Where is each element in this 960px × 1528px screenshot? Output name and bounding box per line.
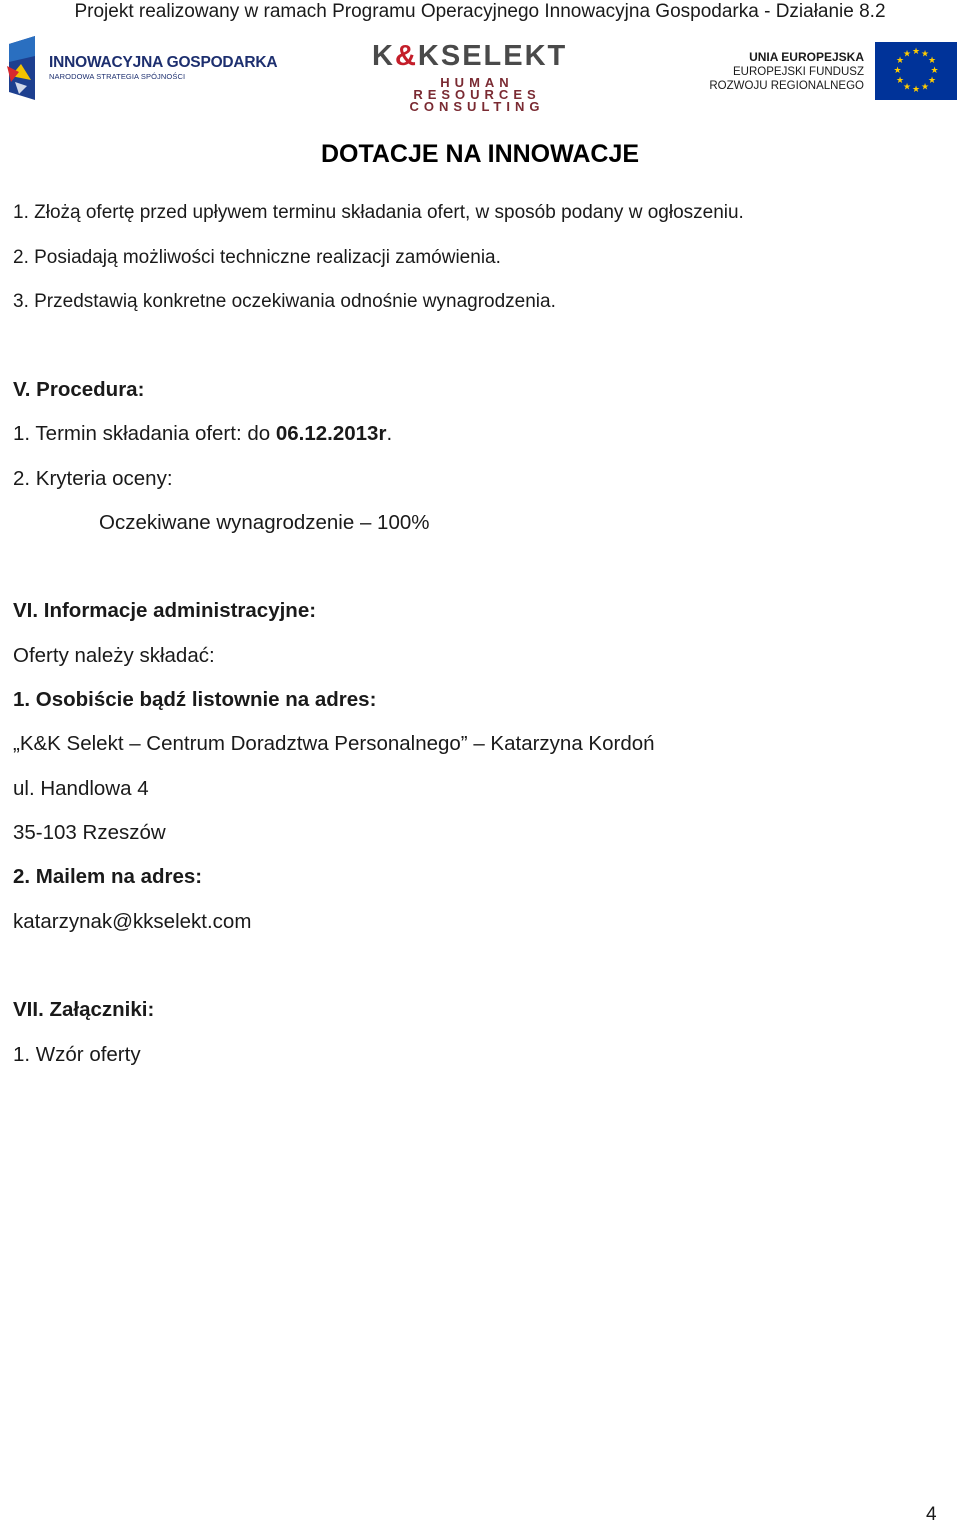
ig-emblem-icon: [5, 36, 45, 100]
logos-bar: [0, 30, 960, 130]
condition-item-3: 3. Przedstawią konkretne oczekiwania odnośnie wynagrodzenia.: [13, 291, 556, 312]
document-title: DOTACJE NA INNOWACJE: [320, 140, 640, 168]
svg-text:★: ★: [895, 76, 905, 86]
ig-title: INNOWACYJNA GOSPODARKA: [49, 54, 278, 71]
deadline-date: 06.12.2013r: [275, 422, 387, 445]
svg-text:★: ★: [920, 82, 930, 93]
section-5-heading: V. Procedura:: [13, 378, 145, 401]
svg-text:★: ★: [930, 66, 939, 76]
criteria-item: Oczekiwane wynagrodzenie – 100%: [99, 511, 430, 534]
svg-text:★: ★: [927, 56, 937, 66]
section-7-heading: VII. Załączniki:: [13, 998, 155, 1021]
svg-text:★: ★: [911, 47, 921, 57]
kk-wordmark: [372, 40, 582, 73]
kk-selekt-logo: [372, 40, 582, 120]
svg-text:★: ★: [902, 82, 912, 93]
kk-letter-1: K: [372, 40, 395, 72]
svg-text:★: ★: [893, 66, 902, 76]
email-address: katarzynak@kkselekt.com: [13, 910, 252, 933]
ig-subtitle: NARODOWA STRATEGIA SPÓJNOŚCI: [49, 72, 186, 81]
svg-text:★: ★: [920, 49, 930, 60]
svg-text:★: ★: [902, 49, 912, 60]
deadline-prefix: 1. Termin składania ofert: do: [13, 422, 276, 445]
page-number: 4: [926, 1504, 937, 1525]
offers-intro: Oferty należy składać:: [13, 644, 215, 667]
svg-text:★: ★: [895, 56, 905, 66]
kk-sub-human: HUMAN: [440, 75, 514, 90]
email-heading: 2. Mailem na adres:: [13, 865, 203, 888]
condition-item-1: 1. Złożą ofertę przed upływem terminu składania ofert, w sposób podany w ogłoszeniu.: [13, 202, 744, 223]
kk-letter-2: KSELEKT: [417, 40, 568, 72]
address-city: 35-103 Rzeszów: [13, 821, 166, 844]
eu-line-2: EUROPEJSKI FUNDUSZ: [733, 66, 864, 78]
eu-line-1: UNIA EUROPEJSKA: [749, 50, 864, 64]
kk-sub-consulting: CONSULTING: [409, 99, 545, 114]
kk-sub-resources: RESOURCES: [413, 87, 541, 102]
deadline-line: [13, 420, 392, 448]
attachment-item: 1. Wzór oferty: [13, 1043, 141, 1066]
innowacyjna-gospodarka-logo: [5, 36, 278, 100]
condition-item-2: 2. Posiadają możliwości techniczne realizacji zamówienia.: [13, 247, 501, 268]
eu-line-3: ROZWOJU REGIONALNEGO: [709, 80, 864, 92]
eu-fund-logo: [709, 38, 960, 102]
deadline-suffix: .: [386, 422, 393, 445]
address-name: „K&K Selekt – Centrum Doradztwa Personalnego” – Katarzyna Kordoń: [13, 732, 655, 755]
svg-text:★: ★: [927, 76, 937, 86]
kk-ampersand: &: [394, 40, 418, 72]
section-6-heading: VI. Informacje administracyjne:: [13, 599, 317, 622]
address-street: ul. Handlowa 4: [13, 777, 149, 800]
criteria-heading: 2. Kryteria oceny:: [13, 467, 173, 490]
personal-delivery-heading: 1. Osobiście bądź listownie na adres:: [13, 688, 377, 711]
header-project-line: Projekt realizowany w ramach Programu Operacyjnego Innowacyjna Gospodarka - Działanie 8.2: [74, 1, 886, 22]
eu-flag-icon: [875, 42, 957, 100]
svg-text:★: ★: [911, 85, 921, 95]
